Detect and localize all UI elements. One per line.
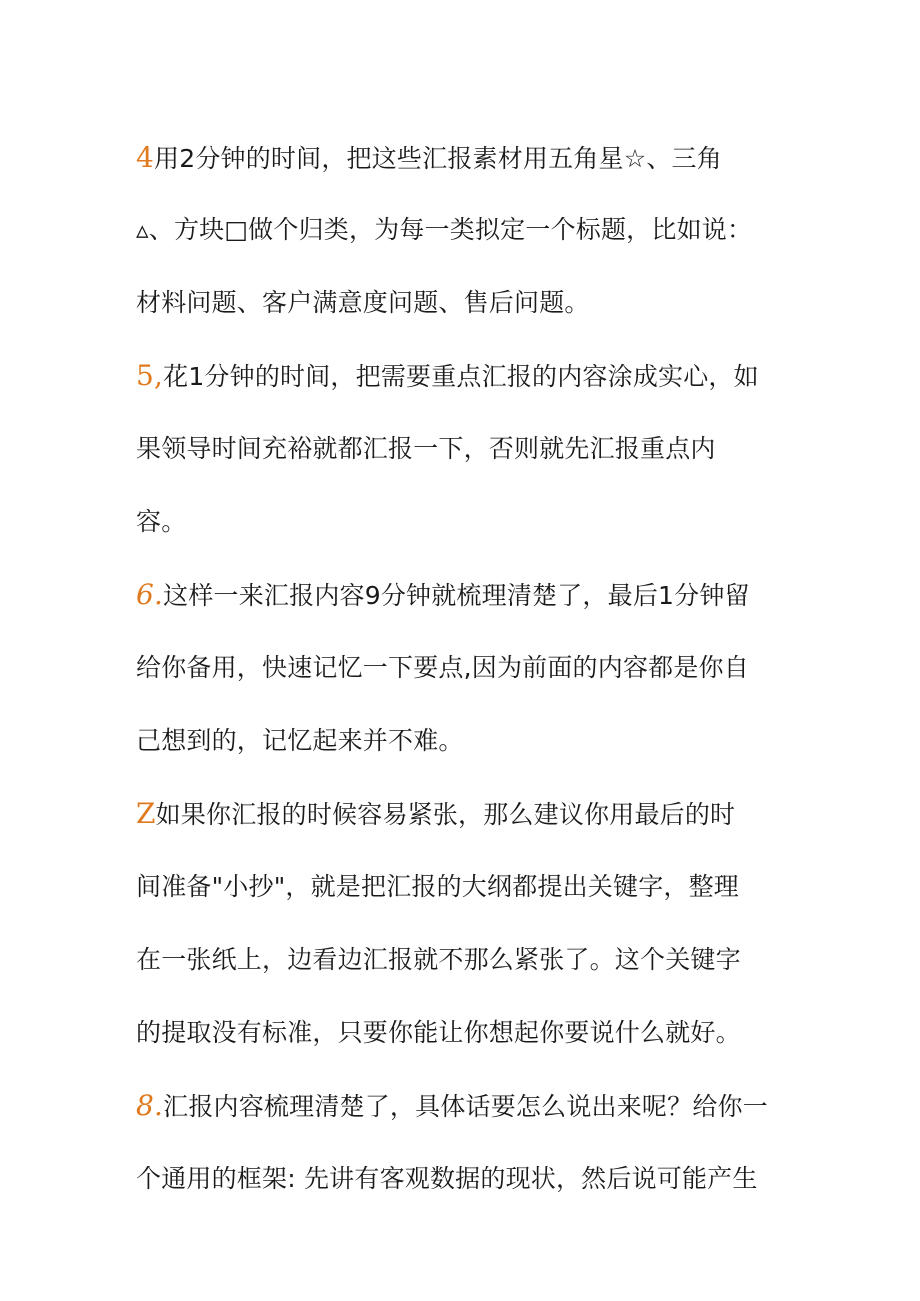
item-8-text-1: 汇报内容梳理清楚了，具体话要怎么说出来呢？给你一: [163, 1092, 768, 1121]
item-7-line-1: [136, 794, 796, 834]
item-4-line-2: [136, 210, 796, 250]
item-4-line-1: [136, 138, 796, 178]
item-5-text-1: 花1分钟的时间，把需要重点汇报的内容涂成实心，如: [163, 362, 759, 391]
item-6-line-2: [136, 648, 796, 688]
item-5-line-2: [136, 429, 796, 469]
item-7-number: Z: [136, 797, 156, 830]
item-7-line-2: [136, 867, 796, 907]
item-8-line-1: [136, 1086, 796, 1126]
item-8-number: 8.: [136, 1089, 164, 1122]
item-4-line-3: [136, 283, 796, 323]
item-6-text-1: 这样一来汇报内容9分钟就梳理清楚了，最后1分钟留: [163, 581, 750, 610]
item-6-line-1: [136, 575, 796, 615]
item-4-text-3: 材料问题、客户满意度问题、售后问题。: [136, 288, 590, 317]
item-7-line-4: [136, 1013, 796, 1053]
item-5-text-2: 果领导时间充裕就都汇报一下，否则就先汇报重点内: [136, 434, 716, 463]
item-6-line-3: [136, 721, 796, 761]
item-7-line-3: [136, 940, 796, 980]
item-7-text-1: 如果你汇报的时候容易紧张，那么建议你用最后的时: [155, 800, 736, 829]
item-7-text-3: 在一张纸上，边看边汇报就不那么紧张了。这个关键字: [136, 945, 741, 974]
item-5-text-3: 容。: [136, 507, 187, 536]
item-5-line-1: [136, 356, 796, 396]
item-6-number: 6.: [136, 578, 164, 611]
item-5-line-3: [136, 502, 796, 542]
item-5-number: 5,: [136, 359, 164, 392]
item-7-text-2: 间准备"小抄"，就是把汇报的大纲都提出关键字，整理: [136, 872, 740, 901]
item-6-text-3: 己想到的，记忆起来并不难。: [136, 726, 464, 755]
item-7-text-4: 的提取没有标准，只要你能让你想起你要说什么就好。: [136, 1018, 741, 1047]
item-8-line-2: [136, 1159, 796, 1199]
item-4-number: 4: [136, 141, 155, 174]
item-6-text-2: 给你备用，快速记忆一下要点,因为前面的内容都是你自: [136, 653, 749, 682]
item-4-text-1: 用2分钟的时间，把这些汇报素材用五角星☆、三角: [154, 144, 722, 173]
item-8-text-2: 个通用的框架: 先讲有客观数据的现状，然后说可能产生: [136, 1164, 758, 1193]
item-4-text-2: ▵、方块□做个归类，为每一类拟定一个标题，比如说：: [136, 215, 753, 244]
